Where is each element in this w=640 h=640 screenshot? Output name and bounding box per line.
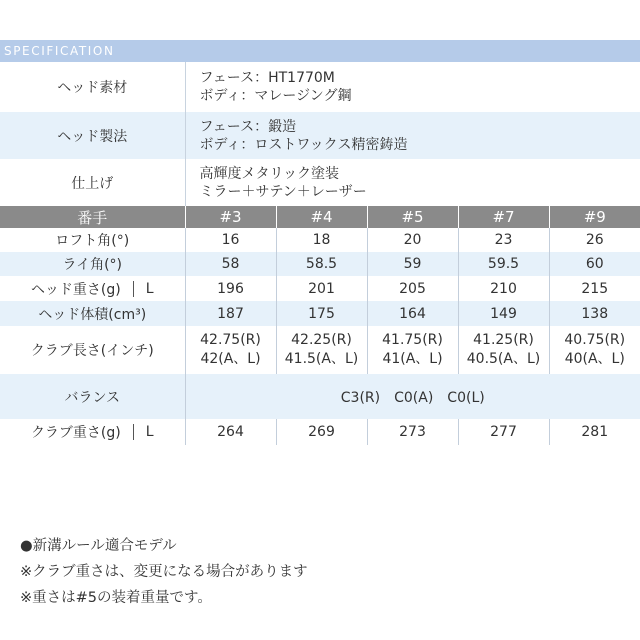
row-balance [0,374,640,419]
row-value: 60 [549,252,640,276]
number-header-cell: #5 [367,206,458,228]
info-value [185,112,640,159]
row-label [0,276,185,301]
row-value: 175 [276,301,367,326]
length-r: 40.75(R) [564,332,626,348]
info-value [185,159,640,206]
row-value [367,326,458,374]
row-value: 20 [367,228,458,252]
info-row-finish [0,159,640,206]
row-head-weight [0,276,640,301]
row-value [185,326,276,374]
length-al: 41(A、L) [382,351,443,367]
row-label: ロフト角(°) [0,228,185,252]
note-item: ※重さは#5の装着重量です。 [20,590,212,606]
info-line: 高輝度メタリック塗装 [199,165,339,182]
spec-header: SPECIFICATION [0,40,640,62]
length-r: 42.75(R) [200,332,261,348]
row-value [549,326,640,374]
info-row-head-process [0,112,640,159]
info-row-head-material [0,62,640,112]
info-label: ヘッド素材 [0,62,185,112]
row-label [0,419,185,445]
row-value: 201 [276,276,367,301]
length-al: 41.5(A、L) [284,351,359,367]
number-header-label: 番手 [0,206,185,228]
row-label-sub: L [145,280,154,297]
row-value: 281 [549,419,640,445]
row-value: 273 [367,419,458,445]
info-line: ボディ：マレージング鋼 [199,88,352,104]
notes [20,533,308,611]
row-head-volume [0,301,640,326]
row-label: クラブ長さ(インチ) [0,326,185,374]
info-label: 仕上げ [0,159,185,206]
label-divider [133,281,134,297]
row-value [458,326,549,374]
row-club-length [0,326,640,374]
row-label: ヘッド体積(cm³) [0,301,185,326]
row-value: 205 [367,276,458,301]
row-label: ライ角(°) [0,252,185,276]
row-value: 58 [185,252,276,276]
row-value: 264 [185,419,276,445]
info-line: フェース：HT1770M [199,70,335,86]
note-item: ※クラブ重さは、変更になる場合があります [20,564,308,580]
row-lie [0,252,640,276]
row-value: 138 [549,301,640,326]
row-value: 215 [549,276,640,301]
row-value [276,326,367,374]
row-loft [0,228,640,252]
number-header-row [0,206,640,228]
number-header-cell: #7 [458,206,549,228]
label-divider [133,424,134,440]
length-r: 42.25(R) [291,332,352,348]
length-al: 40(A、L) [564,351,625,367]
length-al: 42(A、L) [200,351,261,367]
length-r: 41.25(R) [473,332,534,348]
row-value: 196 [185,276,276,301]
note-item: ●新溝ルール適合モデル [20,538,177,554]
info-label: ヘッド製法 [0,112,185,159]
row-value: 277 [458,419,549,445]
row-value: 164 [367,301,458,326]
number-header-cell: #4 [276,206,367,228]
row-value: 26 [549,228,640,252]
row-value: 59.5 [458,252,549,276]
spec-table [0,62,640,445]
number-header-cell: #9 [549,206,640,228]
length-r: 41.75(R) [382,332,443,348]
row-value: 59 [367,252,458,276]
balance-value: C3(R) C0(A) C0(L) [185,374,640,419]
row-value: 18 [276,228,367,252]
row-club-weight [0,419,640,445]
row-value: 269 [276,419,367,445]
info-value [185,62,640,112]
row-value: 58.5 [276,252,367,276]
info-line: フェース：鍛造 [199,118,297,135]
row-label: バランス [0,374,185,419]
row-value: 187 [185,301,276,326]
info-line: ボディ：ロストワックス精密鋳造 [199,136,408,153]
row-value: 23 [458,228,549,252]
row-value: 210 [458,276,549,301]
number-header-cell: #3 [185,206,276,228]
row-value: 16 [185,228,276,252]
length-al: 40.5(A、L) [466,351,541,367]
info-line: ミラー＋サテン＋レーザー [199,183,367,200]
row-label-sub: L [145,424,154,440]
row-value: 149 [458,301,549,326]
row-label-text: ヘッド重さ(g) [30,281,121,298]
row-label-text: クラブ重さ(g) [30,425,121,441]
